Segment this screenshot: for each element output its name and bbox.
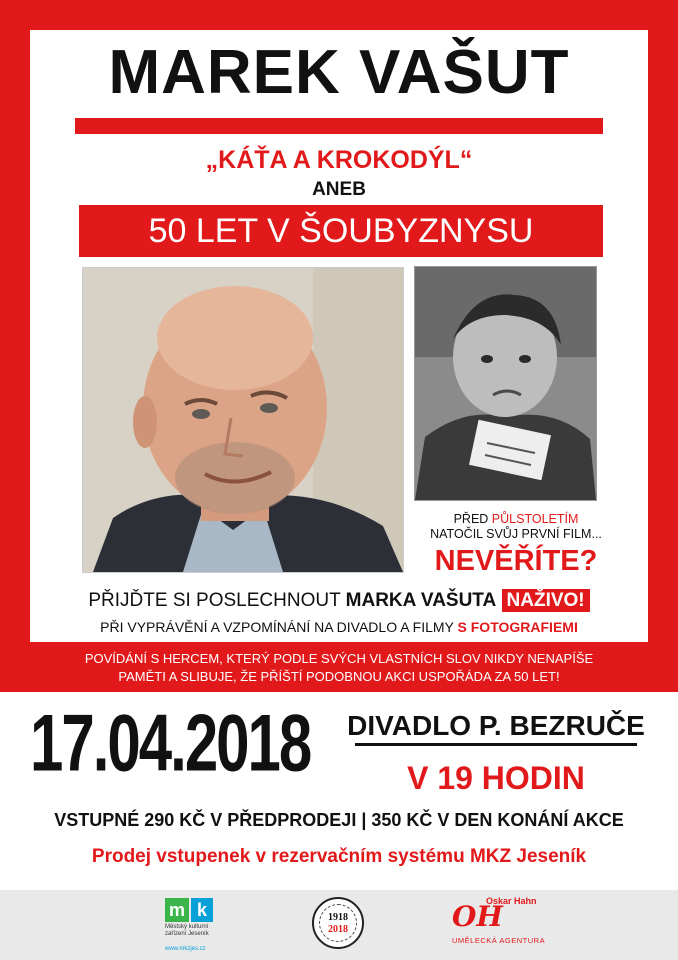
subtitle-aneb: ANEB xyxy=(312,179,366,200)
portrait-photo xyxy=(82,267,404,573)
agency-logo-mark: OH xyxy=(452,900,503,933)
portrait-illustration xyxy=(83,268,403,572)
mkz-logo-site: www.mkzjes.cz xyxy=(165,946,206,952)
ticket-sales-info: Prodej vstupenek v rezervačním systému MKZ Jeseník xyxy=(91,846,587,867)
topics-line xyxy=(0,619,678,635)
subtitle-quote: „KÁŤA A KROKODÝL“ xyxy=(205,146,473,174)
mkz-logo xyxy=(165,898,215,952)
invite-name: MARKA VAŠUTA xyxy=(345,590,497,611)
caption-headline: NEVĚŘÍTE? xyxy=(434,545,598,577)
caption-red-word: PŮLSTOLETÍM xyxy=(491,512,579,526)
mkz-logo-k: k xyxy=(191,898,213,922)
seal-year-1918: 1918 xyxy=(328,912,348,923)
caption-pre: PŘED xyxy=(453,512,492,526)
invite-line xyxy=(0,590,678,612)
headline-underline xyxy=(75,118,603,134)
mkz-logo-m: m xyxy=(165,898,189,922)
live-badge: NAŽIVO! xyxy=(502,589,590,612)
venue-underline xyxy=(355,743,637,746)
childhood-photo xyxy=(414,266,597,501)
agency-logo-name: Oskar Hahn xyxy=(486,896,537,906)
seal-ring xyxy=(319,904,357,942)
childhood-illustration xyxy=(415,267,596,500)
mkz-logo-text: Městský kulturní zařízení Jeseník xyxy=(165,924,209,937)
quote-line1: POVÍDÁNÍ S HERCEM, KTERÝ PODLE SVÝCH VLASTNÍCH SLOV NIKDY NENAPÍŠE xyxy=(84,651,594,666)
topics-red: S FOTOGRAFIEMI xyxy=(457,619,578,635)
agency-logo xyxy=(452,896,552,952)
quote-line2: PAMĚTI A SLIBUJE, ŽE PŘÍŠTÍ PODOBNOU AKCI USPOŘÁDA ZA 50 LET! xyxy=(118,669,560,684)
promo-quote xyxy=(0,650,678,686)
headline: MAREK VAŠUT xyxy=(108,38,570,107)
centenary-seal-logo xyxy=(312,897,364,949)
invite-pre: PŘIJĎTE SI POSLECHNOUT xyxy=(88,590,346,611)
event-date: 17.04.2018 xyxy=(30,697,311,788)
caption-line2: NATOČIL SVŮJ PRVNÍ FILM... xyxy=(430,527,602,541)
subtitle-years-banner: 50 LET V ŠOUBYZNYSU xyxy=(79,205,603,257)
topics-pre: PŘI VYPRÁVĚNÍ A VZPOMÍNÁNÍ NA DIVADLO A FILMY xyxy=(100,619,458,635)
childhood-caption xyxy=(406,512,626,542)
event-venue: DIVADLO P. BEZRUČE xyxy=(347,710,645,741)
seal-year-2018: 2018 xyxy=(328,924,348,935)
ticket-price: VSTUPNÉ 290 KČ V PŘEDPRODEJI | 350 KČ V DEN KONÁNÍ AKCE xyxy=(54,810,624,830)
event-time: V 19 HODIN xyxy=(407,760,585,796)
agency-logo-subtitle: UMĚLECKÁ AGENTURA xyxy=(452,936,546,945)
